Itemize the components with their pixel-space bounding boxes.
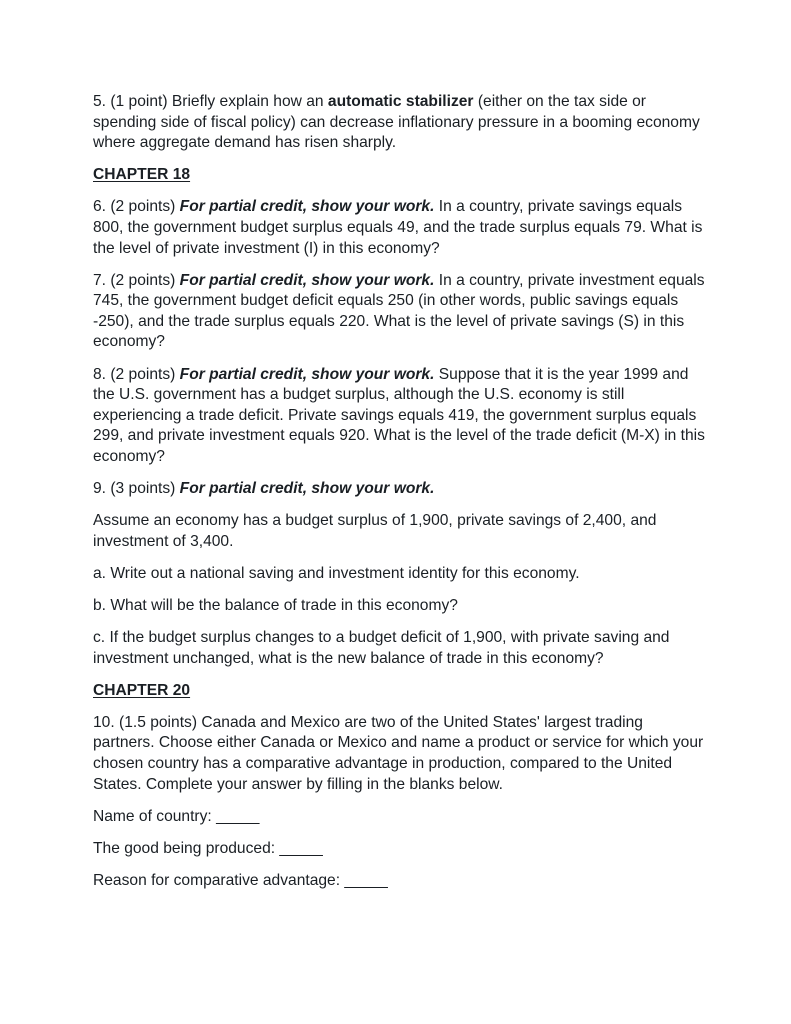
question-9c: c. If the budget surplus changes to a budget deficit of 1,900, with private saving and investment unchanged, what is the new balance of trade in this economy? [93,628,670,667]
question-7-instruction: For partial credit, show your work. [179,271,435,289]
question-5-text: (either on the tax side or spending side of fiscal policy) can decrease inflationary pressure in a booming economy where aggregate demand has risen sharply. [93,93,700,152]
question-5-prefix: 5. (1 point) Briefly explain how an [93,93,328,110]
question-9-instruction: For partial credit, show your work. [179,480,435,497]
question-7-prefix: 7. (2 points) [93,271,180,289]
chapter-18-heading: CHAPTER 18 [93,166,191,184]
question-9 [93,479,705,500]
question-7-text: In a country, private investment equals 745, the government budget deficit equals 250 (in other words, public savings equals -250), and the trade surplus equals 220. What is the level of private savings (S) in this economy? [93,271,705,351]
question-9a: a. Write out a national saving and investment identity for this economy. [93,564,580,582]
question-6-text: In a country, private savings equals 800, the government budget surplus equals 49, and the trade surplus equals 79. What is the level of private investment (I) in this economy? [93,198,703,257]
question-9b: b. What will be the balance of trade in this economy? [93,596,458,614]
document-page [93,92,705,903]
question-6 [93,197,705,259]
question-10: 10. (1.5 points) Canada and Mexico are two of the United States' largest trading partners. Choose either Canada or Mexico and name a product or service for which your chosen country has a comparative advantage in production, compared to the United States. Complete your answer by filling in the blanks below. [93,713,704,793]
question-8 [93,365,705,468]
question-5-key-term: automatic stabilizer [327,93,474,110]
question-8-prefix: 8. (2 points) [93,365,180,383]
question-8-text: Suppose that it is the year 1999 and the U.S. government has a budget surplus, although the U.S. economy is still experiencing a trade deficit. Private savings equals 419, the government surplus equals 299, and private investment equals 920. What is the level of the trade deficit (M-X) in this economy? [93,365,705,465]
blank-country: Name of country: _____ [93,807,260,825]
question-6-prefix: 6. (2 points) [93,198,180,216]
question-5 [93,92,705,154]
blank-good: The good being produced: _____ [93,839,323,857]
chapter-20-heading: CHAPTER 20 [93,681,191,699]
question-6-instruction: For partial credit, show your work. [179,198,435,216]
question-9-prefix: 9. (3 points) [93,480,180,497]
question-8-instruction: For partial credit, show your work. [179,365,435,383]
blank-reason: Reason for comparative advantage: _____ [93,871,388,889]
question-9-intro: Assume an economy has a budget surplus of 1,900, private savings of 2,400, and investment of 3,400. [93,512,657,550]
question-7 [93,271,705,353]
